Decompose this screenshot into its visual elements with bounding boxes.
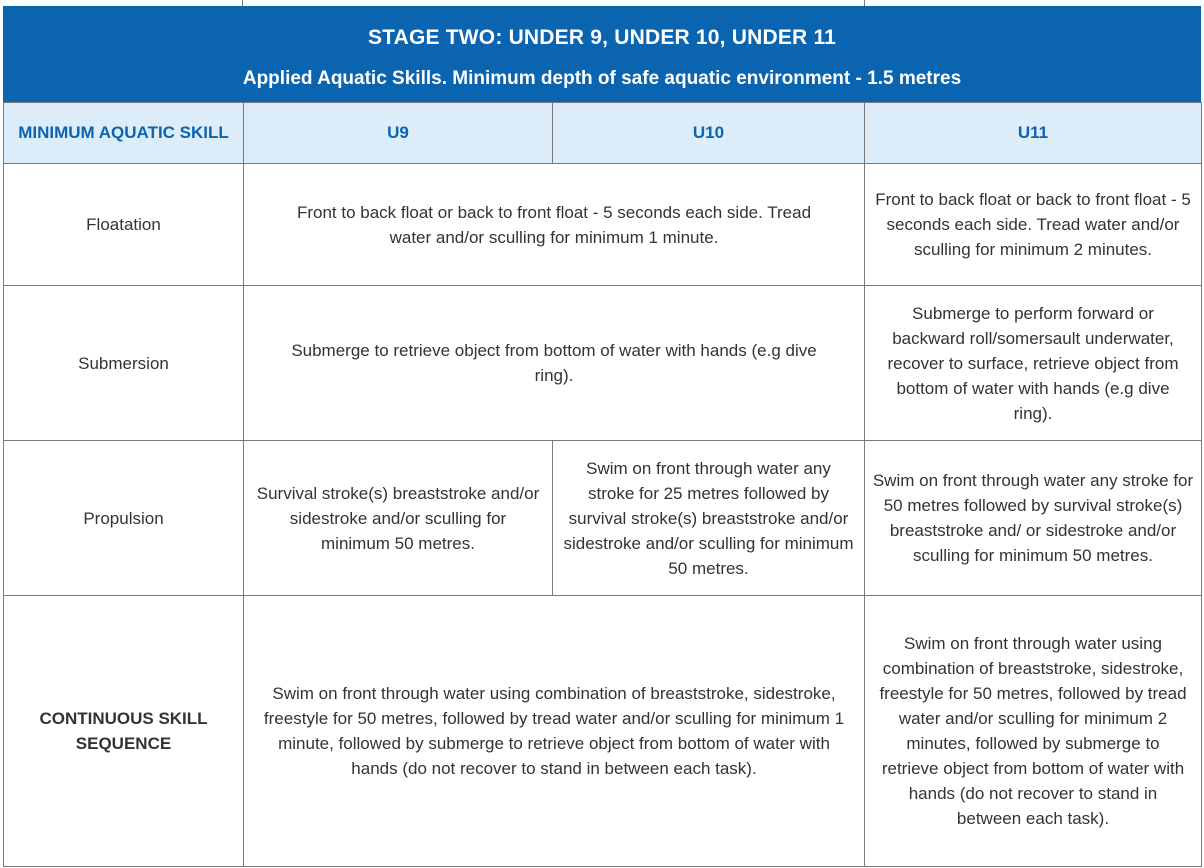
row-label-floatation: Floatation xyxy=(4,164,244,286)
floatation-u11: Front to back float or back to front float - 5 seconds each side. Tread water and/or sculling for minimum 2 minutes. xyxy=(865,164,1202,286)
skills-table xyxy=(3,102,1202,867)
table-row xyxy=(4,286,1202,441)
stage-banner xyxy=(3,6,1201,102)
submersion-u9-u10: Submerge to retrieve object from bottom of water with hands (e.g dive ring). xyxy=(244,286,865,441)
table-header-row xyxy=(4,103,1202,164)
row-label-propulsion: Propulsion xyxy=(4,441,244,596)
banner-subtitle: Applied Aquatic Skills. Minimum depth of safe aquatic environment - 1.5 metres xyxy=(242,68,962,89)
propulsion-u9: Survival stroke(s) breaststroke and/or sidestroke and/or sculling for minimum 50 metres. xyxy=(244,441,553,596)
submersion-u11: Submerge to perform forward or backward roll/somersault underwater, recover to surface, retrieve object from bottom of water with hands (e.g dive ring). xyxy=(865,286,1202,441)
table-row xyxy=(4,596,1202,867)
propulsion-u10: Swim on front through water any stroke for 25 metres followed by survival stroke(s) breaststroke and/or sidestroke and/or sculling for minimum 50 metres. xyxy=(553,441,865,596)
continuous-u11: Swim on front through water using combination of breaststroke, sidestroke, freestyle for 50 metres, followed by tread water and/or sculling for minimum 2 minutes, followed by submerge to retrieve object from bottom of water with hands (do not recover to stand in between each task). xyxy=(865,596,1202,867)
header-u10: U10 xyxy=(553,103,865,164)
table-row xyxy=(4,441,1202,596)
banner-title: STAGE TWO: UNDER 9, UNDER 10, UNDER 11 xyxy=(367,26,837,49)
row-label-submersion: Submersion xyxy=(4,286,244,441)
table-row xyxy=(4,164,1202,286)
header-skill: MINIMUM AQUATIC SKILL xyxy=(4,103,244,164)
row-label-continuous: CONTINUOUS SKILL SEQUENCE xyxy=(4,596,244,867)
propulsion-u11: Swim on front through water any stroke for 50 metres followed by survival stroke(s) breaststroke and/ or sidestroke and/or sculling for minimum 50 metres. xyxy=(865,441,1202,596)
header-u11: U11 xyxy=(865,103,1202,164)
header-u9: U9 xyxy=(244,103,553,164)
floatation-u9-u10: Front to back float or back to front float - 5 seconds each side. Tread water and/or sculling for minimum 1 minute. xyxy=(244,164,865,286)
continuous-u9-u10: Swim on front through water using combination of breaststroke, sidestroke, freestyle for 50 metres, followed by tread water and/or sculling for minimum 1 minute, followed by submerge to retrieve object from bottom of water with hands (do not recover to stand in between each task). xyxy=(244,596,865,867)
